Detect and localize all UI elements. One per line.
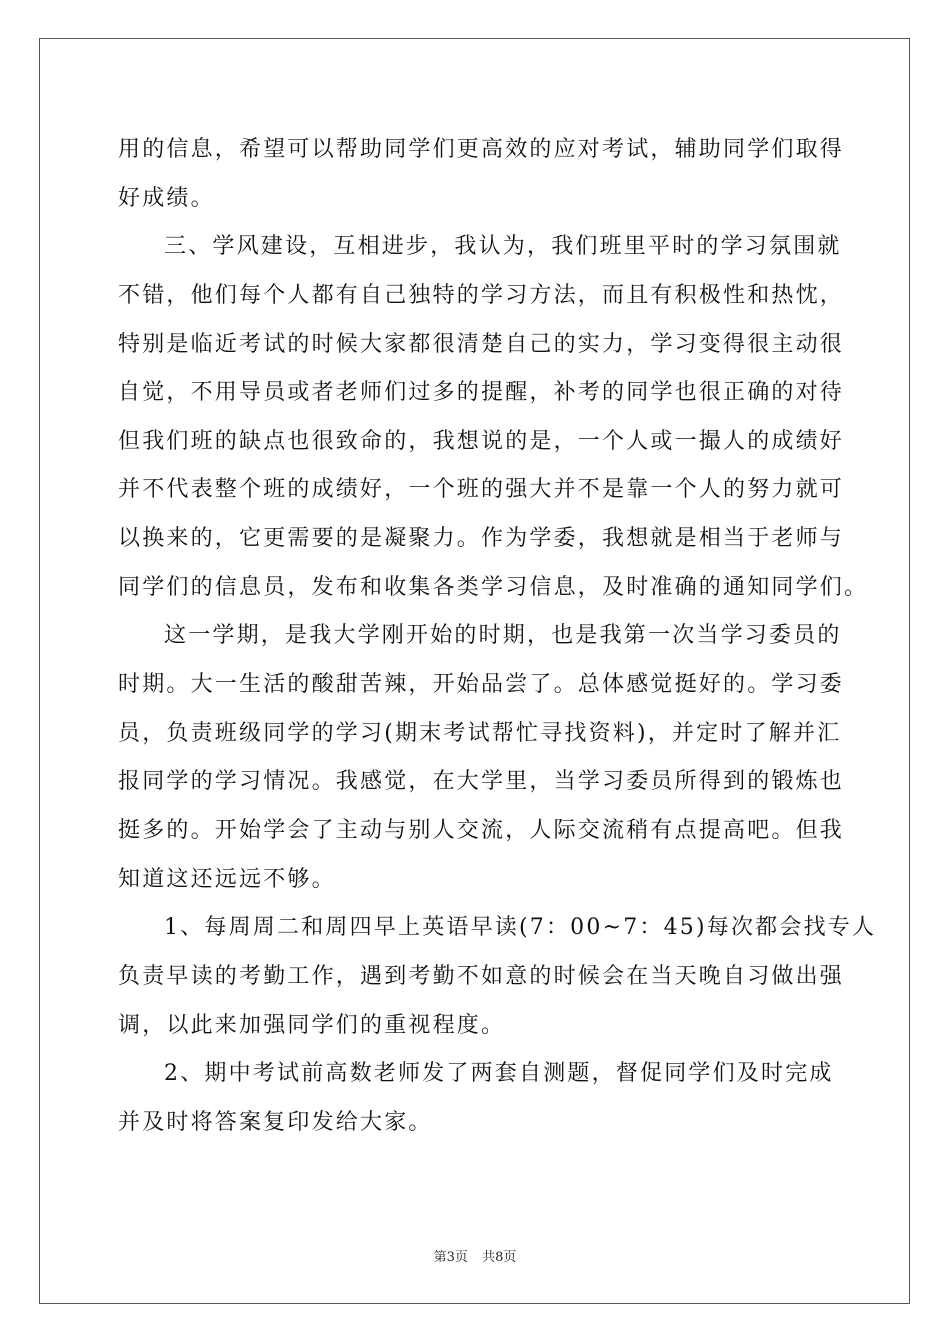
text-line: 同学们的信息员，发布和收集各类学习信息，及时准确的通知同学们。 bbox=[118, 574, 869, 600]
page-footer bbox=[0, 1246, 950, 1265]
text-line: 以换来的，它更需要的是凝聚力。作为学委，我想就是相当于老师与 bbox=[118, 526, 845, 552]
text-line: 特别是临近考试的时候大家都很清楚自己的实力，学习变得很主动很 bbox=[118, 331, 845, 357]
paragraph-start-line: 2、期中考试前高数老师发了两套自测题，督促同学们及时完成 bbox=[164, 1061, 834, 1087]
text-line: 自觉，不用导员或者老师们过多的提醒，补考的同学也很正确的对待 bbox=[118, 380, 845, 406]
page-number: 第3页 bbox=[433, 1250, 468, 1265]
text-line: 好成绩。 bbox=[118, 185, 215, 211]
page-total: 共8页 bbox=[482, 1250, 517, 1265]
paragraph-start-line: 这一学期，是我大学刚开始的时期，也是我第一次当学习委员的 bbox=[164, 623, 842, 649]
text-line: 调，以此来加强同学们的重视程度。 bbox=[118, 1012, 506, 1038]
text-line: 负责早读的考勤工作，遇到考勤不如意的时候会在当天晚自习做出强 bbox=[118, 963, 845, 989]
text-line: 但我们班的缺点也很致命的，我想说的是，一个人或一撮人的成绩好 bbox=[118, 428, 845, 454]
text-line: 不错，他们每个人都有自己独特的学习方法，而且有积极性和热忱， bbox=[118, 282, 845, 308]
paragraph-start-line: 三、学风建设，互相进步，我认为，我们班里平时的学习氛围就 bbox=[164, 234, 842, 260]
text-line: 时期。大一生活的酸甜苦辣，开始品尝了。总体感觉挺好的。学习委 bbox=[118, 672, 845, 698]
text-line: 挺多的。开始学会了主动与别人交流，人际交流稍有点提高吧。但我 bbox=[118, 817, 845, 843]
paragraph-start-line: 1、每周周二和周四早上英语早读(7：00~7：45)每次都会找专人 bbox=[164, 915, 877, 941]
text-line: 并不代表整个班的成绩好，一个班的强大并不是靠一个人的努力就可 bbox=[118, 477, 845, 503]
text-line: 并及时将答案复印发给大家。 bbox=[118, 1109, 433, 1135]
text-line: 员，负责班级同学的学习(期末考试帮忙寻找资料)，并定时了解并汇 bbox=[118, 720, 842, 746]
text-line: 报同学的学习情况。我感觉，在大学里，当学习委员所得到的锻炼也 bbox=[118, 769, 845, 795]
text-line: 用的信息，希望可以帮助同学们更高效的应对考试，辅助同学们取得 bbox=[118, 137, 845, 162]
text-line: 知道这还远远不够。 bbox=[118, 866, 336, 892]
document-body bbox=[118, 126, 877, 1147]
